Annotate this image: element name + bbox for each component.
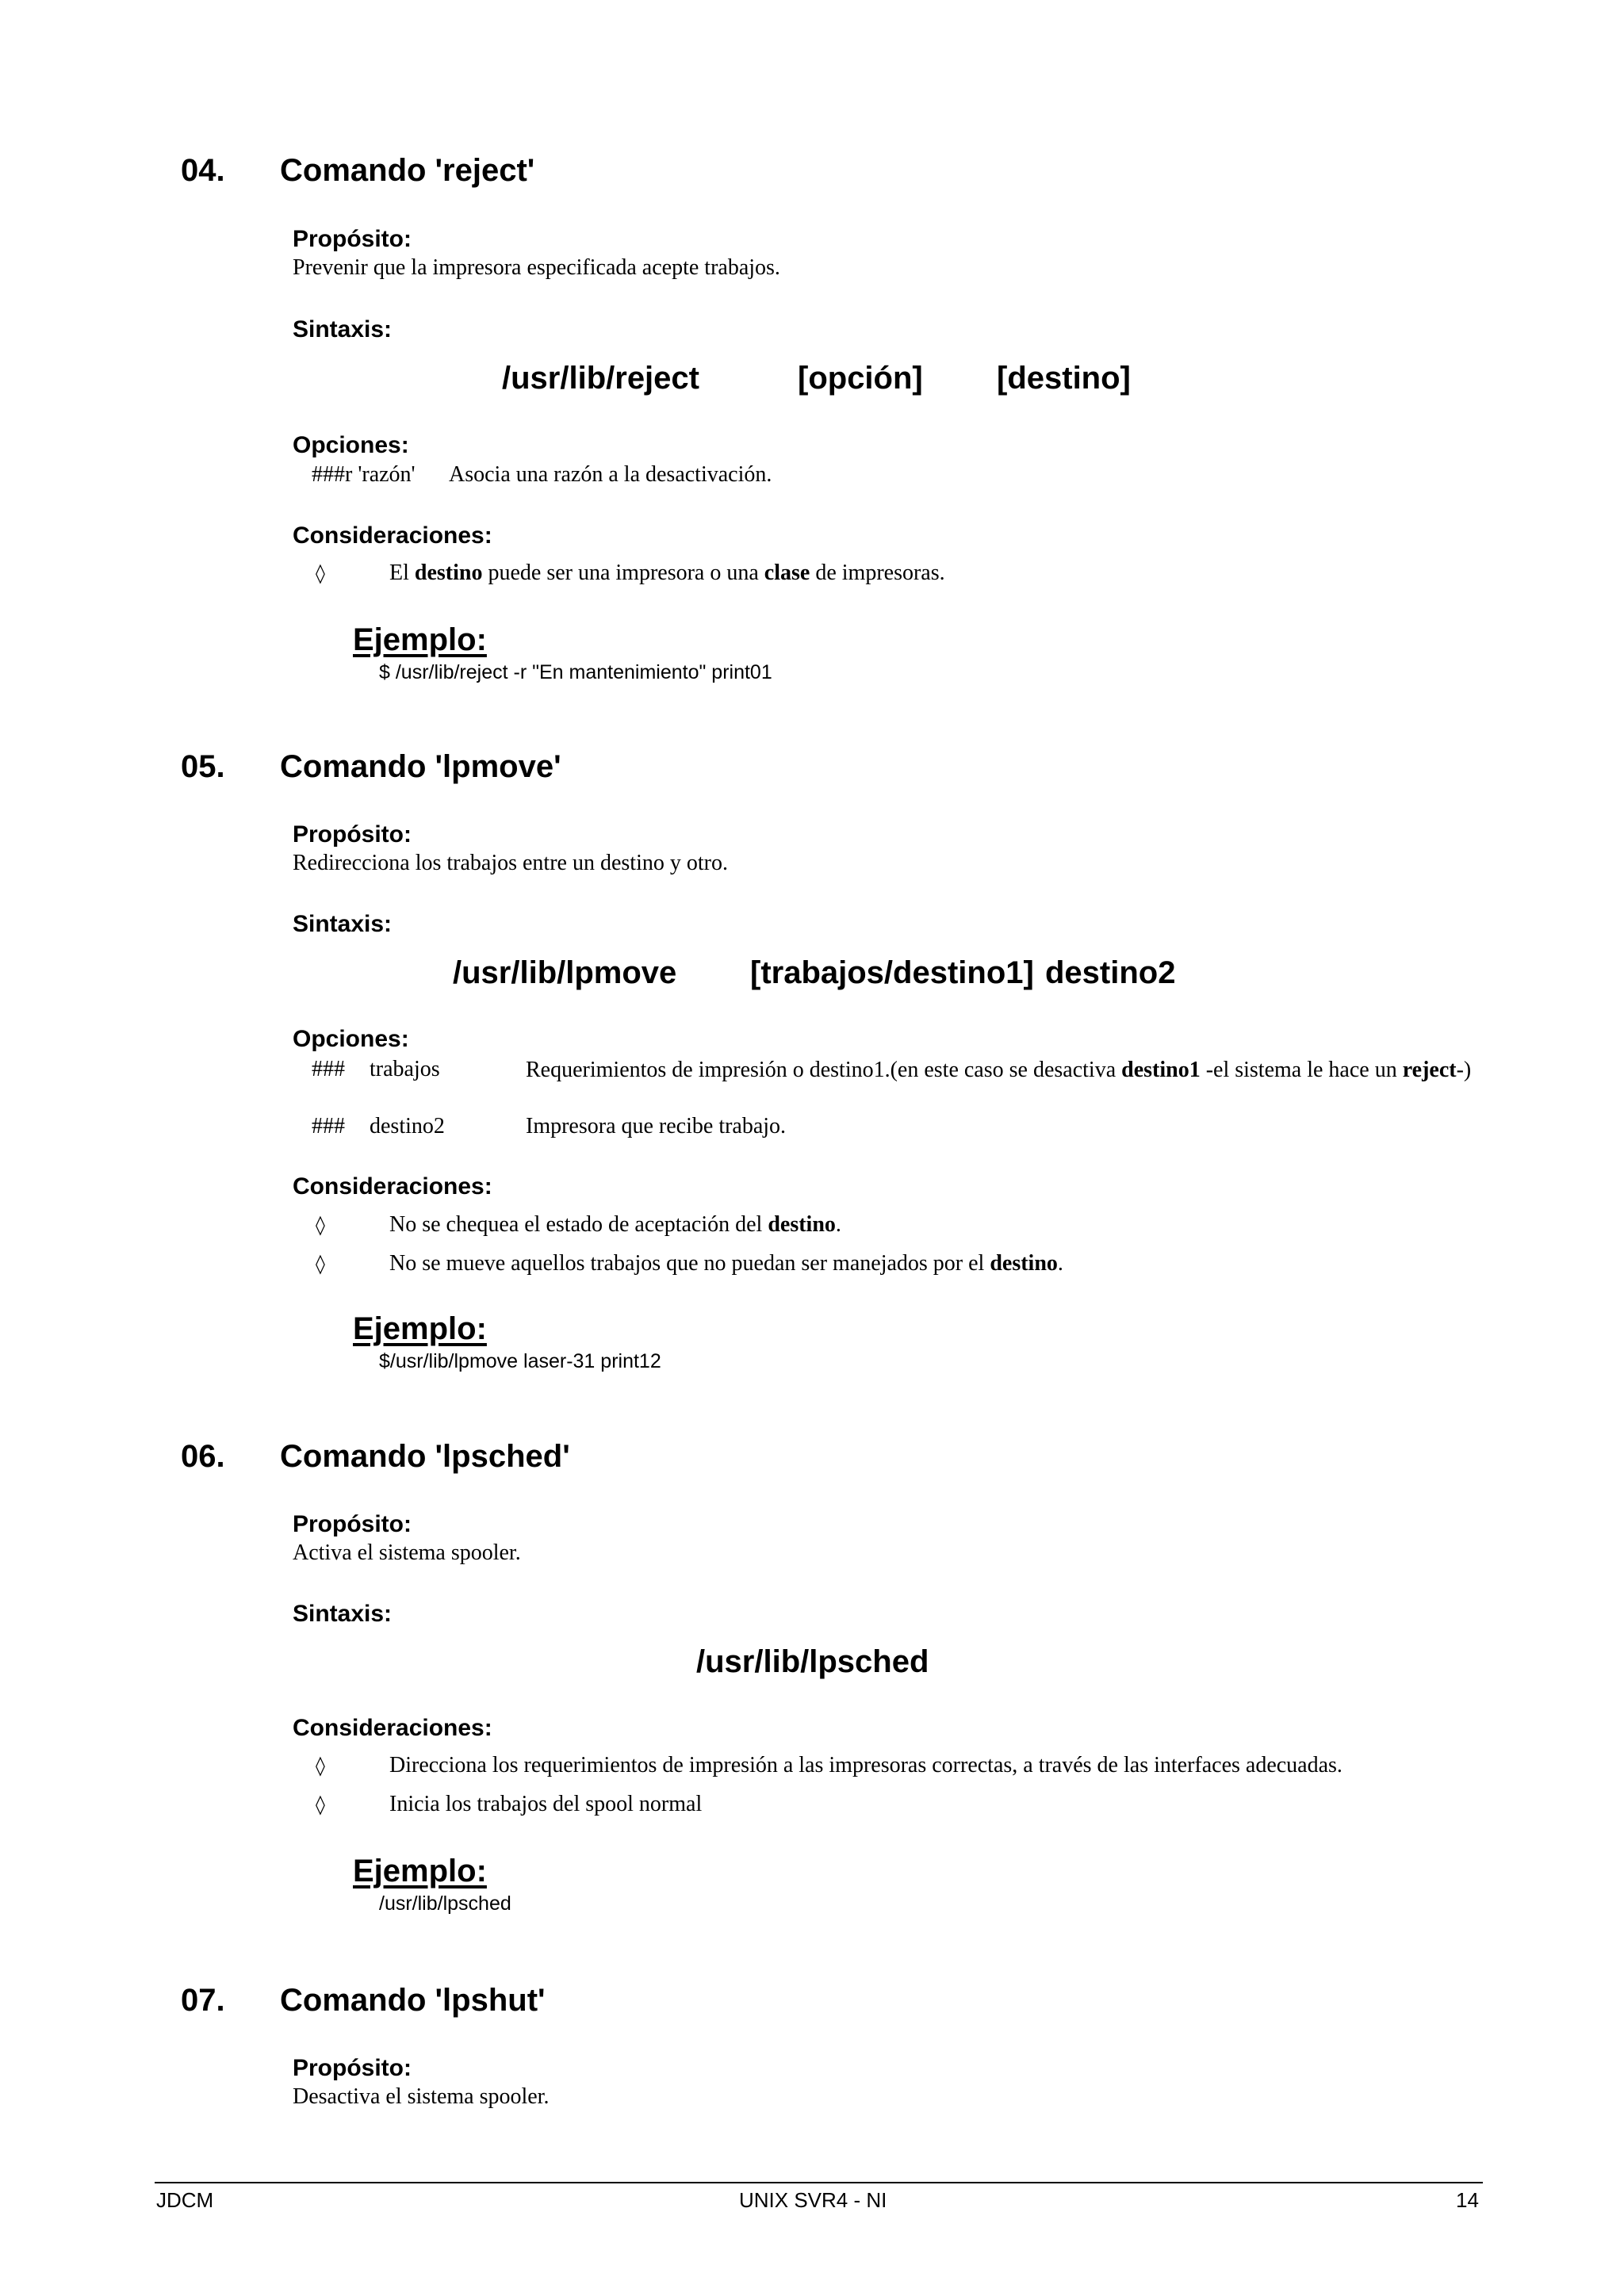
section-title: Comando 'lpsched': [280, 1439, 570, 1474]
consideration-item: Inicia los trabajos del spool normal: [389, 1792, 703, 1816]
example-code: $ /usr/lib/reject -r "En mantenimiento" print01: [379, 661, 772, 683]
consideration-item: No se mueve aquellos trabajos que no puedan ser manejados por el destino.: [389, 1251, 1063, 1276]
consideration-item: No se chequea el estado de aceptación del destino.: [389, 1212, 841, 1237]
footer-title: UNIX SVR4 - NI: [739, 2188, 887, 2212]
option-row: [312, 462, 416, 488]
section-title: Comando 'lpmove': [280, 749, 561, 784]
proposito-label: Propósito:: [293, 821, 412, 848]
diamond-bullet-icon: ◊: [316, 1793, 325, 1816]
consideration-item: El destino puede ser una impresora o una clase de impresoras.: [389, 561, 945, 585]
proposito-text: Redirecciona los trabajos entre un destino y otro.: [293, 851, 728, 875]
option-marker: ###: [312, 462, 345, 487]
diamond-bullet-icon: ◊: [316, 1253, 325, 1275]
consideraciones-label: Consideraciones:: [293, 1173, 492, 1200]
proposito-label: Propósito:: [293, 226, 412, 252]
consideration-item: Direcciona los requerimientos de impresión a las impresoras correctas, a través de las interfaces adecuadas.: [389, 1753, 1342, 1777]
section-number: 05.: [181, 749, 225, 784]
example-code: /usr/lib/lpsched: [379, 1892, 511, 1915]
syntax-destination: destino2: [1045, 955, 1176, 990]
option-name: trabajos: [370, 1057, 440, 1081]
section-number: 06.: [181, 1439, 225, 1474]
footer-author: JDCM: [156, 2188, 214, 2212]
syntax-option: [opción]: [798, 361, 923, 396]
diamond-bullet-icon: ◊: [316, 1214, 325, 1236]
opciones-label: Opciones:: [293, 1026, 409, 1052]
diamond-bullet-icon: ◊: [316, 562, 325, 584]
sintaxis-label: Sintaxis:: [293, 911, 393, 937]
syntax-destination: [destino]: [997, 361, 1131, 396]
page-number: 14: [1456, 2188, 1479, 2212]
example-code: $/usr/lib/lpmove laser-31 print12: [379, 1350, 661, 1372]
sintaxis-label: Sintaxis:: [293, 316, 393, 342]
opciones-label: Opciones:: [293, 432, 409, 458]
option-marker: ###: [312, 1114, 345, 1138]
proposito-text: Desactiva el sistema spooler.: [293, 2084, 550, 2109]
option-desc: Requerimientos de impresión o destino1.(en este caso se desactiva destino1 -el sistema le hace un reject-): [526, 1058, 1472, 1082]
diamond-bullet-icon: ◊: [316, 1755, 325, 1777]
proposito-label: Propósito:: [293, 1511, 412, 1537]
syntax-command: /usr/lib/reject: [502, 361, 699, 396]
ejemplo-label: Ejemplo:: [353, 1311, 487, 1346]
footer-rule: [155, 2182, 1483, 2183]
syntax-command: /usr/lib/lpmove: [453, 955, 677, 990]
section-number: 07.: [181, 1983, 225, 2018]
syntax-command: /usr/lib/lpsched: [696, 1644, 929, 1679]
section-title: Comando 'lpshut': [280, 1983, 546, 2018]
sintaxis-label: Sintaxis:: [293, 1601, 393, 1627]
consideraciones-label: Consideraciones:: [293, 522, 492, 549]
ejemplo-label: Ejemplo:: [353, 622, 487, 657]
proposito-text: Activa el sistema spooler.: [293, 1540, 521, 1565]
option-name: destino2: [370, 1114, 445, 1138]
section-number: 04.: [181, 153, 225, 188]
section-title: Comando 'reject': [280, 153, 535, 188]
proposito-text: Prevenir que la impresora especificada acepte trabajos.: [293, 255, 780, 280]
proposito-label: Propósito:: [293, 2055, 412, 2081]
option-name: r 'razón': [345, 462, 416, 487]
option-desc: Asocia una razón a la desactivación.: [449, 462, 772, 487]
consideraciones-label: Consideraciones:: [293, 1715, 492, 1741]
syntax-option: [trabajos/destino1]: [750, 955, 1034, 990]
option-marker: ###: [312, 1057, 345, 1081]
option-desc: Impresora que recibe trabajo.: [526, 1114, 787, 1138]
ejemplo-label: Ejemplo:: [353, 1854, 487, 1888]
